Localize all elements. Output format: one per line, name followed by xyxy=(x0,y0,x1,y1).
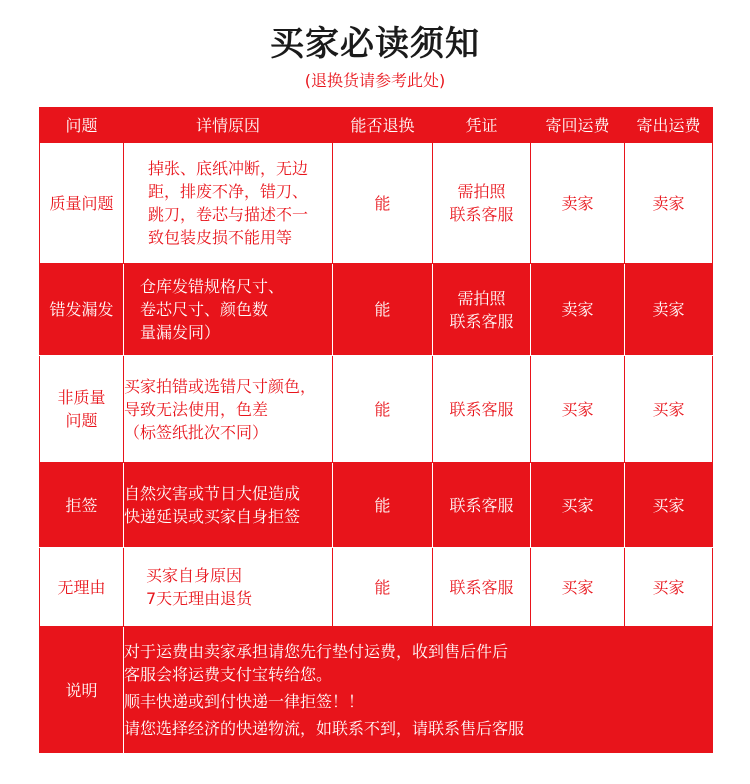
header-send-fee: 寄出运费 xyxy=(625,108,713,143)
issue-cell: 无理由 xyxy=(40,548,124,627)
header-proof: 凭证 xyxy=(433,108,531,143)
returnable-cell: 能 xyxy=(333,356,433,463)
page-title: 买家必读须知 xyxy=(270,24,480,64)
note-line-contact-service: 请您选择经济的快递物流，如联系不到，请联系售后客服 xyxy=(124,719,525,738)
note-content-cell xyxy=(124,627,713,754)
header-return-fee: 寄回运费 xyxy=(531,108,625,143)
table-row-note xyxy=(40,627,713,754)
note-line-advance-freight: 对于运费由卖家承担请您先行垫付运费，收到售后件后 客服会将运费支付宝转给您。 xyxy=(124,642,509,684)
send-fee-cell: 买家 xyxy=(625,548,713,627)
send-fee-cell: 卖家 xyxy=(625,143,713,264)
return-fee-cell: 买家 xyxy=(531,463,625,548)
proof-cell: 联系客服 xyxy=(433,463,531,548)
reason-cell: 掉张、底纸冲断，无边 距，排废不净，错刀、 跳刀，卷芯与描述不一 致包装皮损不能用等 xyxy=(124,143,333,264)
reason-cell: 自然灾害或节日大促造成 快递延误或买家自身拒签 xyxy=(124,463,333,548)
header-issue: 问题 xyxy=(40,108,124,143)
issue-cell: 拒签 xyxy=(40,463,124,548)
table-header-row xyxy=(40,108,713,143)
send-fee-cell: 买家 xyxy=(625,356,713,463)
proof-cell: 需拍照 联系客服 xyxy=(433,143,531,264)
note-line-refuse-cod: 顺丰快递或到付快递一律拒签！！ xyxy=(124,692,365,711)
table-row-wrong-shipment xyxy=(40,264,713,356)
return-fee-cell: 买家 xyxy=(531,548,625,627)
send-fee-cell: 卖家 xyxy=(625,264,713,356)
page-subtitle: (退换货请参考此处) xyxy=(304,71,446,90)
return-fee-cell: 卖家 xyxy=(531,264,625,356)
header-returnable: 能否退换 xyxy=(333,108,433,143)
proof-cell: 需拍照 联系客服 xyxy=(433,264,531,356)
reason-cell: 仓库发错规格尺寸、 卷芯尺寸、颜色数 量漏发同） xyxy=(124,264,333,356)
returnable-cell: 能 xyxy=(333,463,433,548)
table-row-non-quality xyxy=(40,356,713,463)
table-row-refused xyxy=(40,463,713,548)
issue-cell: 非质量 问题 xyxy=(40,356,124,463)
returnable-cell: 能 xyxy=(333,264,433,356)
reason-cell: 买家拍错或选错尺寸颜色， 导致无法使用，色差 （标签纸批次不同） xyxy=(124,356,333,463)
return-fee-cell: 卖家 xyxy=(531,143,625,264)
return-fee-cell: 买家 xyxy=(531,356,625,463)
send-fee-cell: 买家 xyxy=(625,463,713,548)
proof-cell: 联系客服 xyxy=(433,356,531,463)
returnable-cell: 能 xyxy=(333,548,433,627)
issue-cell: 错发漏发 xyxy=(40,264,124,356)
reason-cell: 买家自身原因 7天无理由退货 xyxy=(124,548,333,627)
table-row-quality xyxy=(40,143,713,264)
returnable-cell: 能 xyxy=(333,143,433,264)
proof-cell: 联系客服 xyxy=(433,548,531,627)
table-row-no-reason xyxy=(40,548,713,627)
return-policy-table xyxy=(39,107,713,754)
note-label-cell: 说明 xyxy=(40,627,124,754)
issue-cell: 质量问题 xyxy=(40,143,124,264)
header-reason: 详情原因 xyxy=(124,108,333,143)
